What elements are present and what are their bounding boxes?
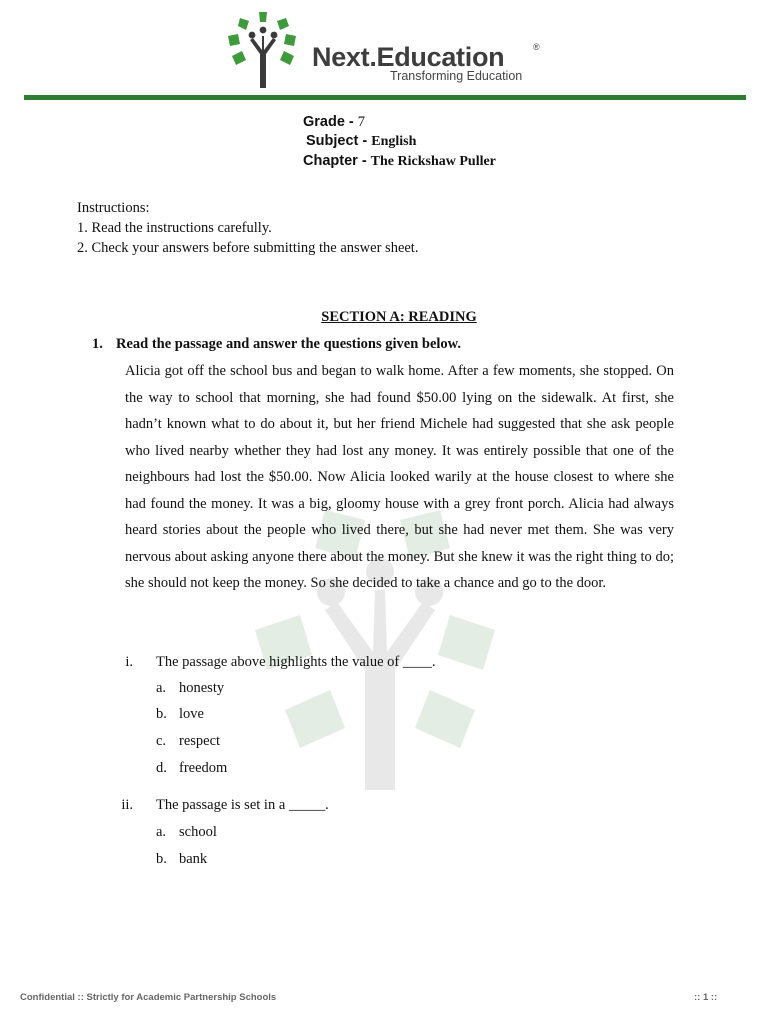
option-item (156, 733, 220, 750)
subject-line (306, 133, 416, 150)
option-letter: a. (156, 824, 167, 840)
brand-tagline: Transforming Education (390, 69, 523, 83)
footer-confidential: Confidential :: Strictly for Academic Partnership Schools (20, 992, 277, 1003)
grade-line (303, 114, 365, 131)
grade-label: Grade - (303, 114, 358, 130)
option-text: love (179, 706, 204, 722)
option-letter: b. (156, 706, 167, 722)
instruction-item: 2. Check your answers before submitting the answer sheet. (77, 240, 419, 256)
instruction-item: 1. Read the instructions carefully. (77, 220, 272, 236)
header-rule (24, 95, 746, 100)
sub-question-text: The passage is set in a _____. (156, 797, 329, 813)
chapter-value: The Rickshaw Puller (370, 154, 496, 169)
reading-passage: Alicia got off the school bus and began to walk home. After a few moments, she stopped. On the way to school that morning, she had found $50.00 lying on the sidewalk. At first, she hadn’t known what to do about it, but her friend Michele had suggested that she ask people who lived nearby whether they had lost any money. It was entirely possible that one of the neighbours had lost the $50.00. Now Alicia looked warily at the house closest to where she had found the money. It was a big, gloomy house with a grey front porch. Alicia had always heard stories about the people who lived there, but she had never met them. She was very nervous about asking anyone there about the money. But she knew it was the right thing to do; she should not keep the money. So she decided to take a chance and go to the door. (125, 363, 674, 591)
registered-mark: ® (533, 42, 540, 52)
question-number: 1. (92, 336, 103, 352)
page-header (0, 0, 768, 100)
option-item (156, 706, 204, 723)
question-text: Read the passage and answer the questions given below. (116, 336, 461, 352)
option-text: bank (179, 851, 208, 867)
option-item (156, 760, 227, 777)
option-text: school (179, 824, 217, 840)
brand-name: Next.Education (312, 42, 505, 72)
chapter-label: Chapter - (303, 153, 371, 169)
option-item (156, 680, 224, 697)
footer-page-number: :: 1 :: (694, 992, 718, 1003)
option-item (156, 824, 217, 841)
option-text: freedom (179, 760, 228, 776)
subject-label: Subject - (306, 133, 372, 149)
option-item (156, 851, 207, 868)
sub-question-numeral: i. (125, 654, 133, 670)
option-letter: a. (156, 680, 167, 696)
question-1 (92, 336, 461, 353)
subject-value: English (371, 134, 417, 149)
tree-logo-icon (226, 10, 300, 90)
section-title: SECTION A: READING (321, 309, 477, 325)
option-letter: d. (156, 760, 167, 776)
option-letter: b. (156, 851, 167, 867)
instructions-heading: Instructions: (77, 200, 150, 216)
sub-question-text: The passage above highlights the value of ____. (156, 654, 436, 670)
chapter-line (303, 153, 496, 170)
grade-value: 7 (357, 114, 366, 130)
option-text: respect (179, 733, 221, 749)
option-text: honesty (179, 680, 225, 696)
sub-question-numeral: ii. (121, 797, 133, 813)
option-letter: c. (156, 733, 167, 749)
